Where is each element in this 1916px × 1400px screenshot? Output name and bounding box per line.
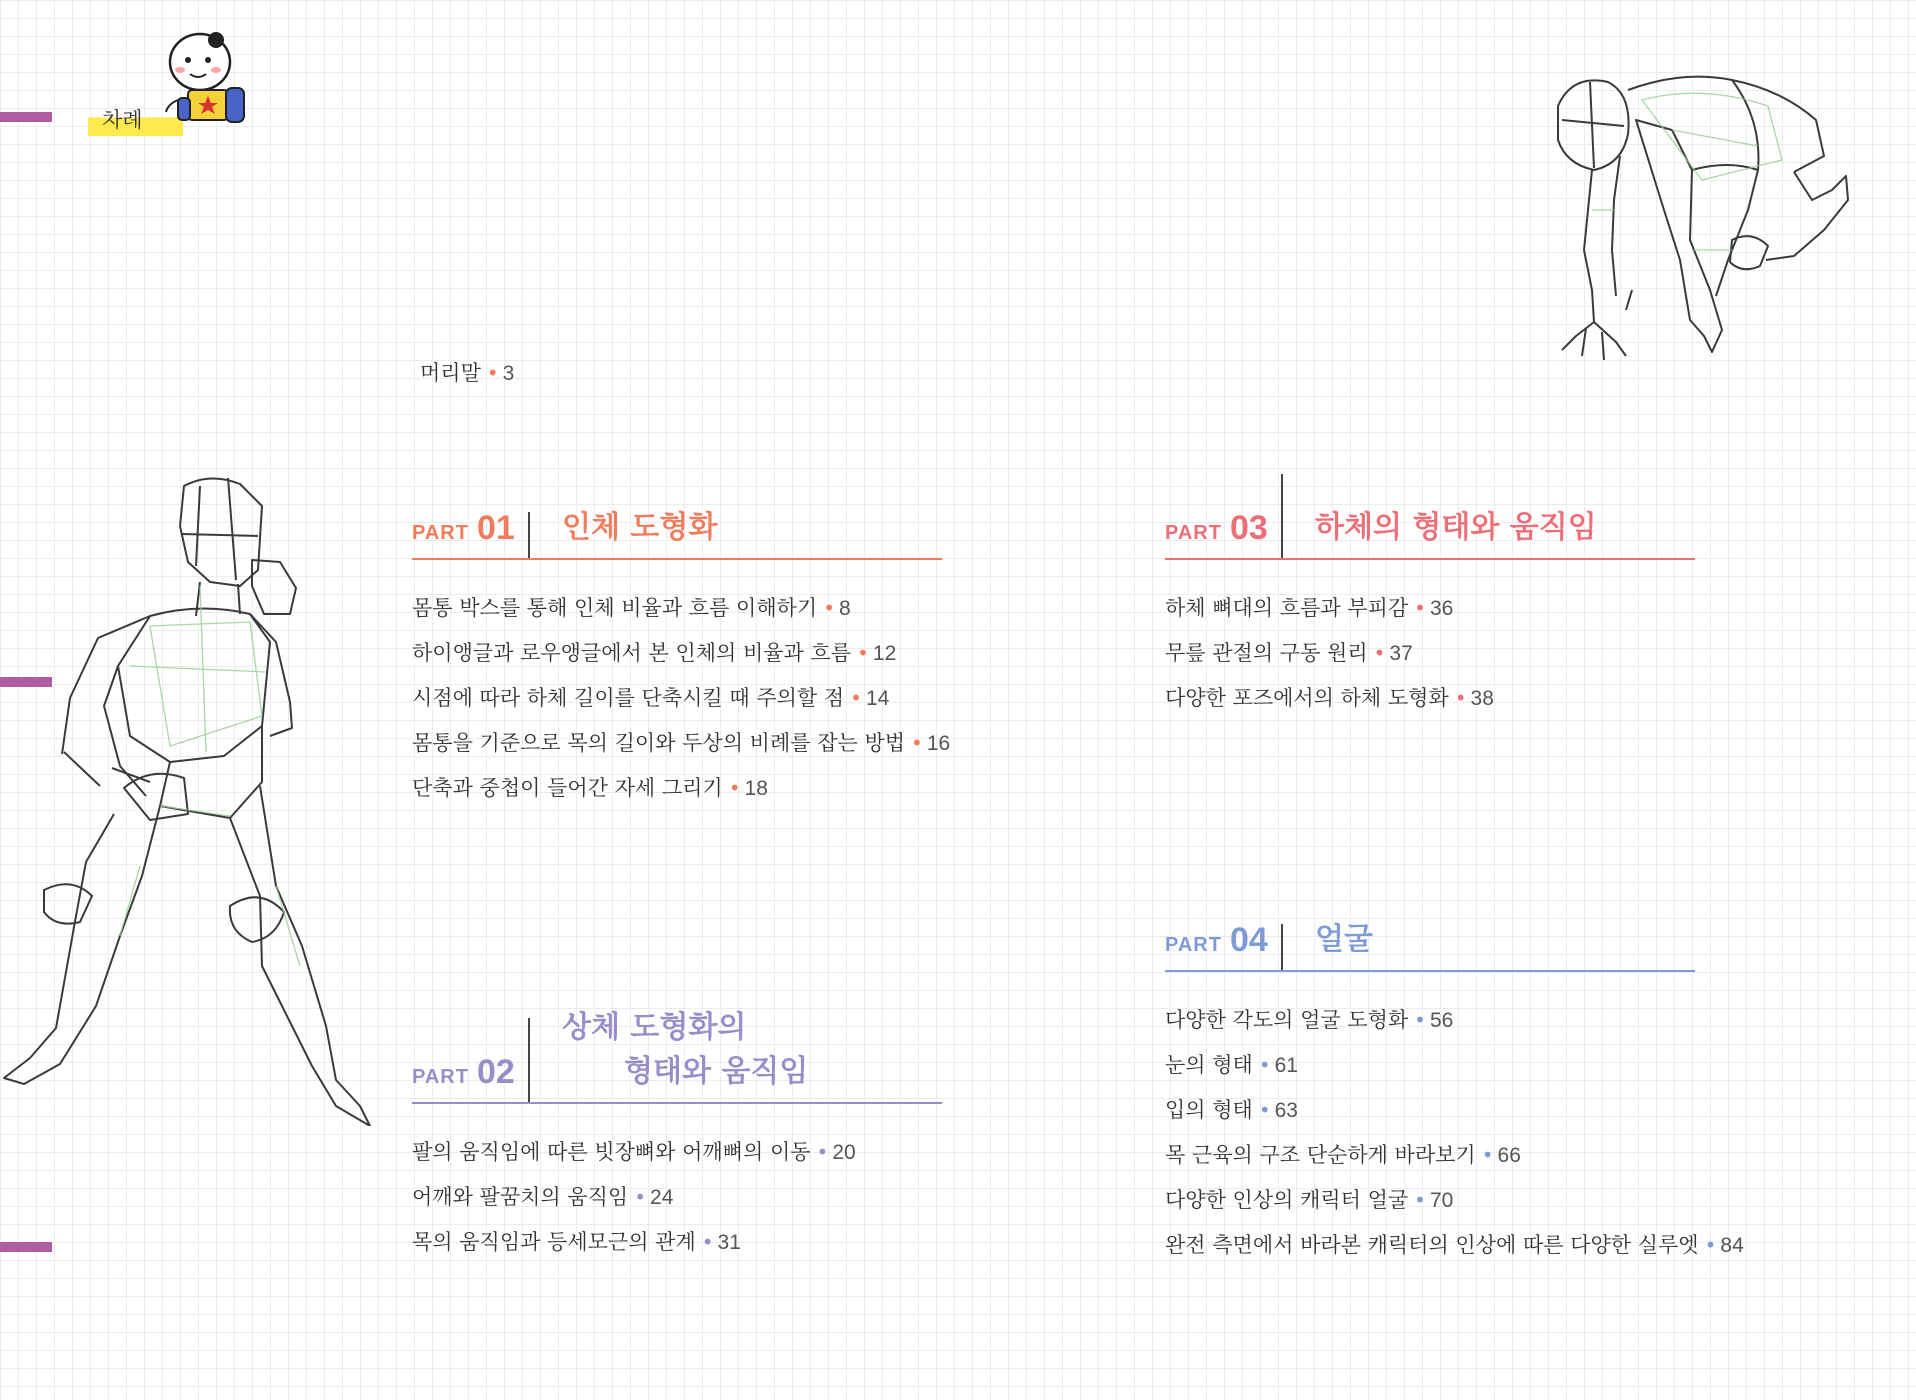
toc-entry[interactable] <box>1165 1133 1695 1178</box>
page-dot: • <box>1258 1098 1271 1122</box>
part-divider <box>528 1018 530 1102</box>
page-dot: • <box>728 776 741 800</box>
part-number: 02 <box>476 1053 515 1091</box>
page-dot: • <box>1414 1188 1426 1212</box>
part-01-section <box>412 476 951 811</box>
page-number: 20 <box>832 1141 856 1164</box>
entry-text: 어깨와 팔꿈치의 움직임 <box>412 1185 629 1209</box>
page-dot: • <box>1454 686 1467 710</box>
part-divider <box>528 512 530 558</box>
page-number: 63 <box>1274 1099 1298 1122</box>
crouching-figure-icon <box>1532 60 1862 380</box>
toc-entry[interactable] <box>412 1220 942 1265</box>
page-number: 84 <box>1720 1234 1744 1257</box>
page-dot: • <box>823 596 835 620</box>
page-number: 37 <box>1389 642 1413 665</box>
toc-entry[interactable] <box>412 676 942 721</box>
tab-marker <box>0 1242 52 1252</box>
toc-entry[interactable] <box>1165 586 1695 631</box>
page-number: 38 <box>1470 687 1494 710</box>
page-number: 61 <box>1274 1054 1298 1077</box>
page-dot: • <box>857 641 869 665</box>
part-header <box>412 476 942 560</box>
part-divider <box>1281 924 1283 970</box>
toc-entry[interactable] <box>1165 631 1695 676</box>
chapter-label: 차례 <box>88 102 183 136</box>
page-dot: • <box>911 731 923 755</box>
entry-text: 목 근육의 구조 단순하게 바라보기 <box>1165 1143 1476 1167</box>
toc-entry[interactable] <box>412 1175 942 1220</box>
part-label <box>1165 921 1268 960</box>
part-number: 04 <box>1229 921 1268 959</box>
entry-text: 무릎 관절의 구동 원리 <box>1165 641 1368 665</box>
part-word: PART <box>412 1066 469 1088</box>
page-number: 24 <box>650 1186 674 1209</box>
tab-marker <box>0 112 52 122</box>
mascot-icon <box>160 28 260 138</box>
toc-entry[interactable] <box>412 631 942 676</box>
entry-text: 완전 측면에서 바라본 캐릭터의 인상에 따른 다양한 실루엣 <box>1165 1233 1699 1257</box>
part-04-section <box>1165 888 1744 1268</box>
preface-label: 머리말 <box>420 361 481 385</box>
page-number: 12 <box>872 642 897 665</box>
page-number: 3 <box>502 362 515 385</box>
entry-text: 눈의 형태 <box>1165 1053 1253 1077</box>
part-word: PART <box>1165 522 1222 544</box>
part-word: PART <box>412 522 469 544</box>
entry-text: 하이앵글과 로우앵글에서 본 인체의 비율과 흐름 <box>412 641 852 665</box>
entry-list <box>412 1130 942 1265</box>
entry-text: 하체 뼈대의 흐름과 부피감 <box>1165 596 1409 620</box>
part-title <box>562 1006 808 1094</box>
entry-text: 다양한 각도의 얼굴 도형화 <box>1165 1008 1409 1032</box>
page-dot: • <box>1414 596 1426 620</box>
page-dot: • <box>816 1140 829 1164</box>
entry-text: 몸통 박스를 통해 인체 비율과 흐름 이해하기 <box>412 596 818 620</box>
page-dot: • <box>634 1185 647 1209</box>
part-header <box>412 978 942 1104</box>
page-dot: • <box>701 1230 714 1254</box>
page-dot: • <box>1258 1053 1271 1077</box>
part-label <box>412 1053 515 1092</box>
toc-entry[interactable] <box>1165 1043 1695 1088</box>
entry-text: 다양한 인상의 캐릭터 얼굴 <box>1165 1188 1409 1212</box>
part-03-section <box>1165 476 1695 721</box>
page-number: 16 <box>926 732 951 755</box>
page-dot: • <box>1373 641 1386 665</box>
page-number: 14 <box>865 687 890 710</box>
part-02-section <box>412 978 942 1265</box>
entry-list <box>1165 998 1744 1268</box>
preface-entry[interactable] <box>420 357 514 387</box>
boxing-figure-icon <box>0 466 380 1126</box>
toc-entry[interactable] <box>1165 1178 1695 1223</box>
page-dot: • <box>1481 1143 1494 1167</box>
toc-entry[interactable] <box>412 1130 942 1175</box>
entry-text: 목의 움직임과 등세모근의 관계 <box>412 1230 696 1254</box>
toc-entry[interactable] <box>1165 1223 1744 1268</box>
part-word: PART <box>1165 934 1222 956</box>
page-number: 56 <box>1429 1009 1454 1032</box>
page-number: 31 <box>717 1231 741 1254</box>
page-number: 70 <box>1429 1189 1454 1212</box>
page-dot: • <box>850 686 862 710</box>
entry-text: 팔의 움직임에 따른 빗장뼈와 어깨뼈의 이동 <box>412 1140 811 1164</box>
page-dot: • <box>1704 1233 1717 1257</box>
toc-entry[interactable] <box>412 766 942 811</box>
part-title: 하체의 형태와 움직임 <box>1315 510 1597 545</box>
entry-text: 시점에 따라 하체 길이를 단축시킬 때 주의할 점 <box>412 686 845 710</box>
entry-text: 입의 형태 <box>1165 1098 1253 1122</box>
toc-entry[interactable] <box>1165 998 1695 1043</box>
part-title: 얼굴 <box>1315 922 1373 957</box>
part-header <box>1165 476 1695 560</box>
entry-text: 몸통을 기준으로 목의 길이와 두상의 비례를 잡는 방법 <box>412 731 906 755</box>
toc-entry[interactable] <box>412 721 951 766</box>
entry-list <box>1165 586 1695 721</box>
toc-entry[interactable] <box>1165 676 1695 721</box>
part-title-line1: 상체 도형화의 <box>562 1010 747 1045</box>
entry-text: 단축과 중첩이 들어간 자세 그리기 <box>412 776 723 800</box>
part-title: 인체 도형화 <box>562 510 718 545</box>
page-number: 66 <box>1497 1144 1521 1167</box>
part-number: 03 <box>1229 509 1268 547</box>
entry-text: 다양한 포즈에서의 하체 도형화 <box>1165 686 1449 710</box>
page-dot: • <box>1414 1008 1426 1032</box>
part-divider <box>1281 474 1283 558</box>
page-number: 8 <box>839 597 851 620</box>
page-number: 36 <box>1429 597 1454 620</box>
page-dot: • <box>486 361 499 385</box>
entry-list <box>412 586 951 811</box>
part-header <box>1165 888 1695 972</box>
part-title-line2: 형태와 움직임 <box>624 1054 809 1089</box>
part-label <box>412 509 515 548</box>
part-label <box>1165 509 1268 548</box>
toc-entry[interactable] <box>412 586 942 631</box>
part-number: 01 <box>476 509 515 547</box>
toc-entry[interactable] <box>1165 1088 1695 1133</box>
page-number: 18 <box>744 777 768 800</box>
